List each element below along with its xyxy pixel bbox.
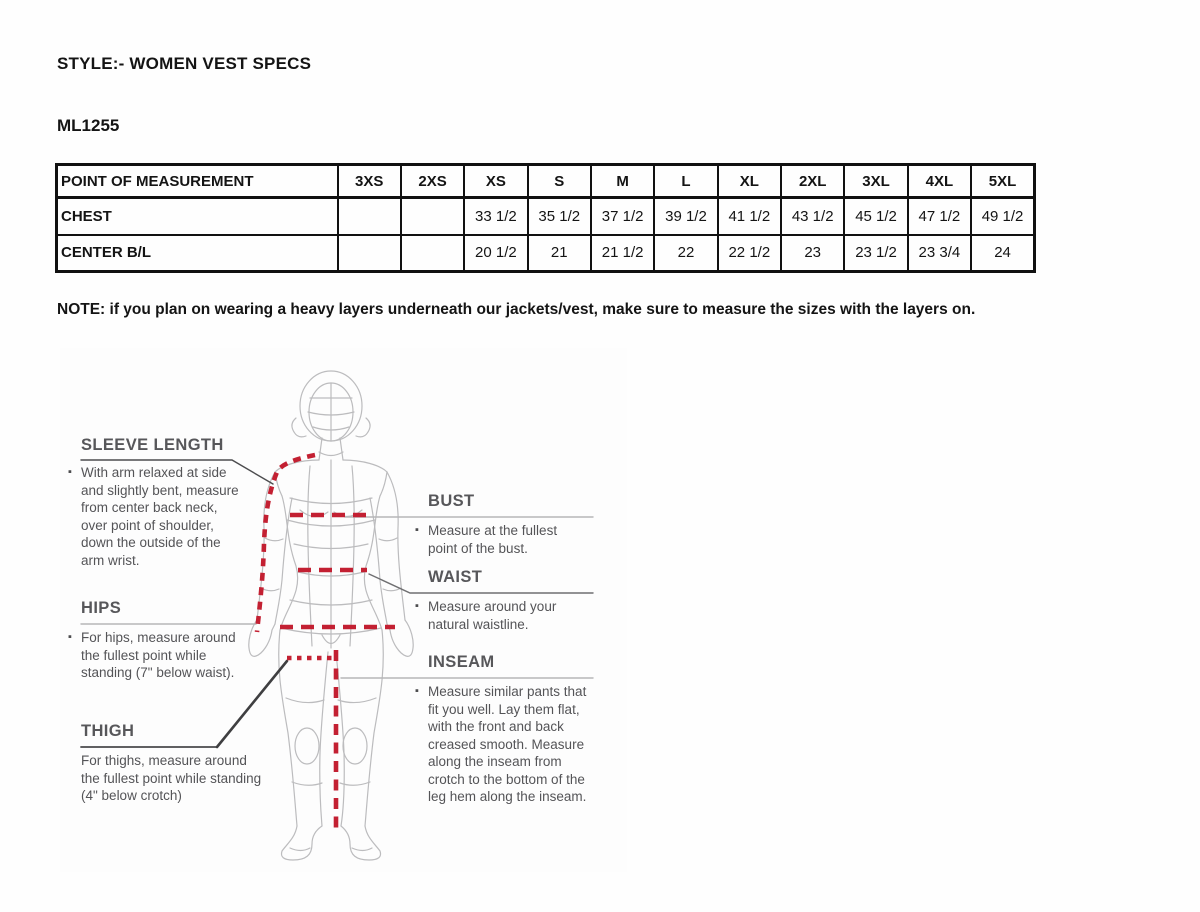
page-title: STYLE:- WOMEN VEST SPECS xyxy=(57,54,312,73)
cell: 43 1/2 xyxy=(781,198,844,235)
cell: 37 1/2 xyxy=(591,198,654,235)
cell: 22 1/2 xyxy=(718,235,781,272)
sleeve-measure-line xyxy=(257,455,315,632)
bullet-icon: ▪ xyxy=(415,600,419,612)
bullet-icon: ▪ xyxy=(415,524,419,536)
row-label: CHEST xyxy=(57,198,338,235)
cell xyxy=(401,235,464,272)
table-header-row xyxy=(57,165,1035,198)
waist-description: ▪ Measure around your natural waistline. xyxy=(415,599,557,632)
sleeve-length-heading: SLEEVE LENGTH xyxy=(81,436,224,454)
bust-description: ▪ Measure at the fullest point of the bust. xyxy=(415,523,558,556)
col-s: S xyxy=(528,165,591,198)
cell xyxy=(401,198,464,235)
table-row-chest xyxy=(57,198,1035,235)
cell: 49 1/2 xyxy=(971,198,1034,235)
bust-heading: BUST xyxy=(428,492,475,510)
thigh-heading: THIGH xyxy=(81,722,135,740)
cell: 22 xyxy=(654,235,717,272)
bullet-icon: ▪ xyxy=(68,631,72,643)
cell xyxy=(338,235,401,272)
cell: 23 3/4 xyxy=(908,235,971,272)
table-row-center-bl xyxy=(57,235,1035,272)
cell: 24 xyxy=(971,235,1034,272)
hips-description: ▪ For hips, measure around the fullest point while standing (7" below waist). xyxy=(68,630,236,680)
col-xl: XL xyxy=(718,165,781,198)
col-3xl: 3XL xyxy=(844,165,907,198)
cell: 45 1/2 xyxy=(844,198,907,235)
size-spec-table xyxy=(55,163,1036,273)
sleeve-length-description: ▪ With arm relaxed at side and slightly bent, measure from center back neck, over point of shoulder, down the outside of the arm wrist. xyxy=(68,465,239,568)
cell: 35 1/2 xyxy=(528,198,591,235)
col-m: M xyxy=(591,165,654,198)
style-code: ML1255 xyxy=(57,116,120,135)
col-xs: XS xyxy=(464,165,527,198)
cell: 41 1/2 xyxy=(718,198,781,235)
cell: 33 1/2 xyxy=(464,198,527,235)
hips-heading: HIPS xyxy=(81,599,122,617)
cell: 20 1/2 xyxy=(464,235,527,272)
cell: 21 xyxy=(528,235,591,272)
inseam-heading: INSEAM xyxy=(428,653,495,671)
cell: 23 xyxy=(781,235,844,272)
thigh-description: For thighs, measure around the fullest point while standing (4" below crotch) xyxy=(81,753,262,803)
col-4xl: 4XL xyxy=(908,165,971,198)
cell: 21 1/2 xyxy=(591,235,654,272)
col-3xs: 3XS xyxy=(338,165,401,198)
cell: 23 1/2 xyxy=(844,235,907,272)
col-2xl: 2XL xyxy=(781,165,844,198)
waist-heading: WAIST xyxy=(428,568,483,586)
note-text: NOTE: if you plan on wearing a heavy layers underneath our jackets/vest, make sure to measure the sizes with the layers on. xyxy=(57,301,976,318)
cell xyxy=(338,198,401,235)
measurement-guide-panel xyxy=(60,348,627,872)
row-label: CENTER B/L xyxy=(57,235,338,272)
cell: 47 1/2 xyxy=(908,198,971,235)
cell: 39 1/2 xyxy=(654,198,717,235)
bullet-icon: ▪ xyxy=(68,466,72,478)
col-l: L xyxy=(654,165,717,198)
inseam-description: ▪ Measure similar pants that fit you well. Lay them flat, with the front and back creased smooth. Measure along the inseam from crotch to the bottom of the leg hem along the inseam. xyxy=(415,684,587,804)
col-2xs: 2XS xyxy=(401,165,464,198)
col-point-of-measurement: POINT OF MEASUREMENT xyxy=(57,165,338,198)
col-5xl: 5XL xyxy=(971,165,1034,198)
bullet-icon: ▪ xyxy=(415,685,419,697)
